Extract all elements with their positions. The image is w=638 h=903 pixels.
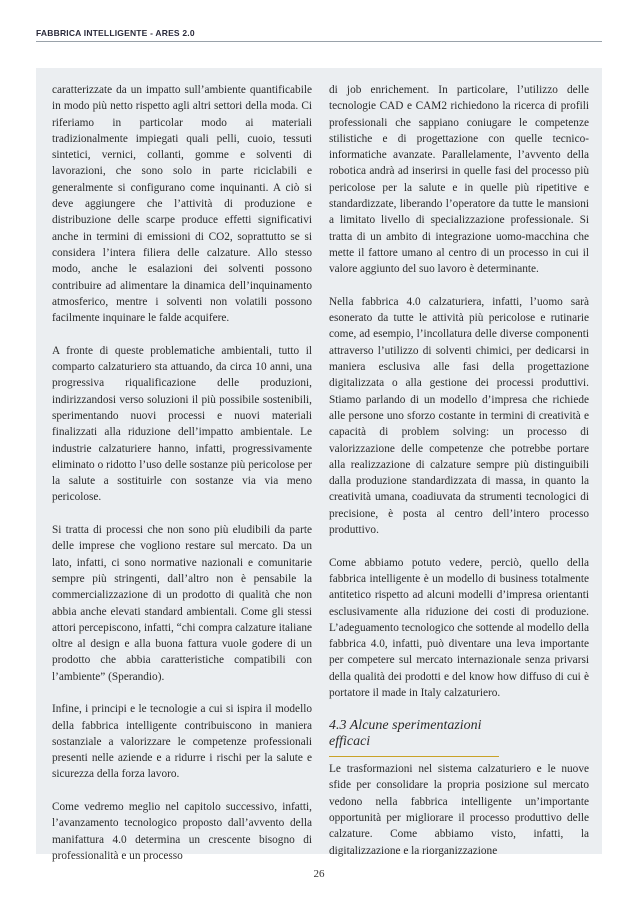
paragraph: caratterizzate da un impatto sull’ambiente quantificabile in modo più netto rispetto agli altri settori della moda. Ci riferiamo in particolar modo ai materiali tradizionalmente impiegati quali pelli, cuoio, tessuti sintetici, vernici, collanti, gomme e solventi di lavorazioni, che sono solo in parte riciclabili e generalmente si configurano come inquinanti. A ciò si deve aggiungere che l’attività di produzione e distribuzione delle scarpe produce effetti significativi anche in termini di emissioni di CO2, soprattutto se si considera l’intera filiera delle calzature. Allo stesso modo, anche le esalazioni dei solventi possono contribuire ad alimentare la dinamica dell’inquinamento atmosferico, mentre i solventi non volatili possono facilmente inquinare le falde acquifere. — [52, 84, 312, 325]
section-heading: 4.3 Alcune sperimentazioni efficaci — [329, 718, 499, 758]
right-column — [329, 82, 589, 875]
running-header: FABBRICA INTELLIGENTE - ARES 2.0 — [36, 28, 195, 38]
header-divider — [36, 41, 602, 42]
paragraph: Le trasformazioni nel sistema calzaturiero e le nuove sfide per consolidare la propria posizione sul mercato vedono nella fabbrica intelligente un’importante opportunità per migliorare il processo produttivo delle calzature. Come abbiamo visto, infatti, la digitalizzazione e la riorganizzazione — [329, 763, 589, 857]
paragraph: Come vedremo meglio nel capitolo successivo, infatti, l’avanzamento tecnologico proposto dall’avvento della manifattura 4.0 determina un crescente bisogno di professionalità e un processo — [52, 801, 312, 862]
paragraph: Come abbiamo potuto vedere, perciò, quello della fabbrica intelligente è un modello di business totalmente antitetico rispetto ad alcuni modelli d’impresa orientanti esclusivamente alla riduzione dei costi di produzione. L’adeguamento tecnologico che sottende al modello della fabbrica 4.0, infatti, può diventare una leva importante per competere sul mercato internazionale senza privarsi della qualità dei prodotti e del know how diffuso di cui è portatore il made in Italy calzaturiero. — [329, 556, 589, 699]
paragraph: Nella fabbrica 4.0 calzaturiera, infatti, l’uomo sarà esonerato da tutte le attività più pericolose e rutinarie come, ad esempio, l’incollatura delle diverse componenti attraverso l’utilizzo di solventi chimici, per dedicarsi in maniera esclusiva alle fasi della progettazione digitalizzata o alla gestione dei processi produttivi. Stiamo parlando di un modello d’impresa che richiede alle persone uno sforzo costante in termini di creatività e capacità di problem solving: un processo di valorizzazione delle competenze che potrebbe portare alla realizzazione di calzature sempre più distinguibili dalla produzione standardizzata di massa, in quanto la creatività umana, coadiuvata da strumenti tecnologici di precisione, è posta al centro dell’intero processo produttivo. — [329, 295, 589, 537]
paragraph: Infine, i principi e le tecnologie a cui si ispira il modello della fabbrica intelligente contribuiscono in maniera sostanziale a valorizzare le competenze professionali presenti nelle aziende e a ridurre i rischi per la salute e sicurezza della forza lavoro. — [52, 703, 312, 781]
page-number: 26 — [313, 868, 325, 880]
paragraph: A fronte di queste problematiche ambientali, tutto il comparto calzaturiero sta attuando, da circa 10 anni, una progressiva riqualificazione delle produzioni, indirizzandosi verso soluzioni il più possibile sostenibili, sperimentando nuovi processi e nuovi materiali finalizzati alla riduzione dell’impatto ambientale. Le industrie calzaturiere hanno, infatti, progressivamente eliminato o ridotto l’uso delle sostanze più pericolose per la salute a sostituirle con sostanze via via meno pericolose. — [52, 344, 312, 504]
paragraph: Si tratta di processi che non sono più eludibili da parte delle imprese che vogliono restare sul mercato. Da un lato, infatti, ci sono normative nazionali e comunitarie sempre più stringenti, dall’altro non è pensabile la commercializzazione di un prodotto di qualità che non abbia anche elevati standard ambientali. Come gli stessi attori percepiscono, infatti, “chi compra calzature italiane oltre al design e alla buona fattura vuole godere di un prodotto che abbia caratteristiche compatibili con l’ambiente” (Sperandio). — [52, 524, 312, 683]
paragraph: di job enrichement. In particolare, l’utilizzo delle tecnologie CAD e CAM2 richiedono la ricerca di profili professionali che sappiano coniugare le competenze stilistiche e di progettazione con quelle tecnico-informatiche avanzate. Parallelamente, l’avvento della robotica andrà ad inserirsi in quelle fasi del processo più pericolose per la salute e in quelle più ripetitive e standardizzate, liberando l’operatore da tutte le mansioni a limitato livello di specializzazione professionale. Si tratta di un ambito di integrazione uomo-macchina che mette il fattore umano al centro di un processo in cui il valore aggiunto del suo lavoro è determinante. — [329, 84, 589, 276]
left-column — [52, 82, 312, 881]
